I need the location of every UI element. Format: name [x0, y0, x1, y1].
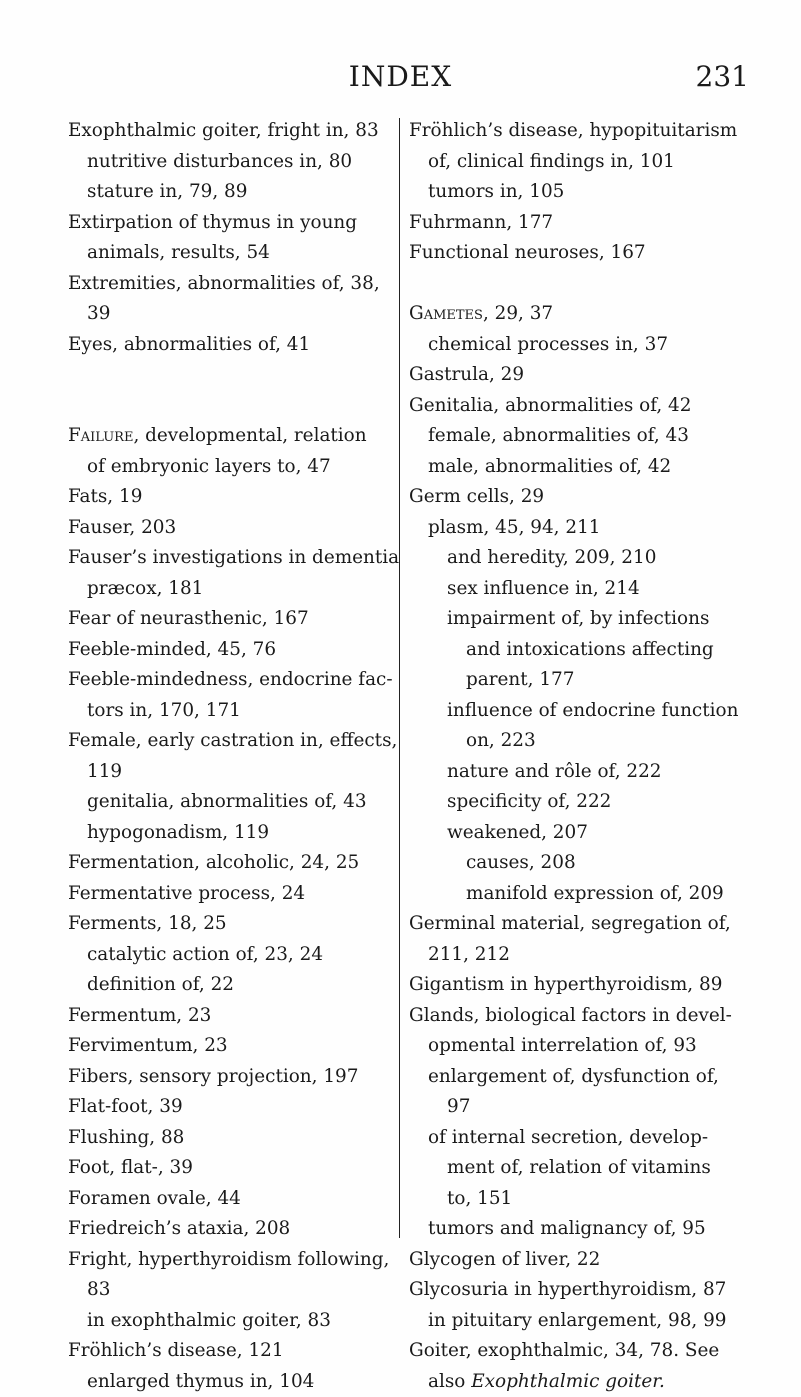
index-entry: [409, 1306, 789, 1337]
entry-line: nature and rôle of, 222: [409, 757, 789, 788]
index-entry: [409, 330, 789, 361]
index-entry: [68, 970, 394, 1001]
entry-line: Fright, hyperthyroidism following,: [68, 1245, 394, 1276]
index-entry: [68, 147, 394, 178]
index-entry: [409, 360, 789, 391]
entry-line: Genitalia, abnormalities of, 42: [409, 391, 789, 422]
entry-line: Fats, 19: [68, 482, 394, 513]
index-entry: [68, 726, 394, 787]
entry-line: tumors and malignancy of, 95: [409, 1214, 789, 1245]
column-divider: [399, 118, 400, 1238]
entry-continuation-line: præcox, 181: [68, 574, 394, 605]
entry-line: Feeble-mindedness, endocrine fac-: [68, 665, 394, 696]
index-entry: [409, 1336, 789, 1397]
index-entry: [68, 1001, 394, 1032]
entry-line: stature in, 79, 89: [68, 177, 394, 208]
entry-line: chemical processes in, 37: [409, 330, 789, 361]
entry-line: manifold expression of, 209: [409, 879, 789, 910]
entry-line: Failure, developmental, relation: [68, 421, 394, 452]
entry-line: Fear of neurasthenic, 167: [68, 604, 394, 635]
entry-line: enlargement of, dysfunction of,: [409, 1062, 789, 1093]
index-entry: [68, 1336, 394, 1367]
entry-line: nutritive disturbances in, 80: [68, 147, 394, 178]
index-entry: [409, 848, 789, 879]
entry-line: Friedreich’s ataxia, 208: [68, 1214, 394, 1245]
index-entry: [409, 909, 789, 970]
index-entry: [68, 1062, 394, 1093]
index-column-left: [68, 116, 394, 1397]
entry-line: Gametes, 29, 37: [409, 299, 789, 330]
entry-continuation-line: 211, 212: [409, 940, 789, 971]
entry-line: Fermentative process, 24: [68, 879, 394, 910]
entry-line: Female, early castration in, effects,: [68, 726, 394, 757]
entry-line: Flat-foot, 39: [68, 1092, 394, 1123]
entry-line: plasm, 45, 94, 211: [409, 513, 789, 544]
section-lead-word: Failure,: [68, 425, 139, 446]
entry-continuation-line: of, clinical findings in, 101: [409, 147, 789, 178]
entry-line: in exophthalmic goiter, 83: [68, 1306, 394, 1337]
entry-continuation-line: 119: [68, 757, 394, 788]
index-entry: [409, 177, 789, 208]
index-entry: [68, 787, 394, 818]
index-entry: [409, 1275, 789, 1306]
entry-line: Fuhrmann, 177: [409, 208, 789, 239]
index-entry: [68, 1184, 394, 1215]
index-column-right: [409, 116, 789, 1397]
entry-line: and heredity, 209, 210: [409, 543, 789, 574]
entry-line: Extirpation of thymus in young: [68, 208, 394, 239]
index-entry: [68, 1214, 394, 1245]
index-entry: [68, 1123, 394, 1154]
entry-line: specificity of, 222: [409, 787, 789, 818]
entry-line: sex influence in, 214: [409, 574, 789, 605]
index-entry: [409, 818, 789, 849]
entry-line: Gastrula, 29: [409, 360, 789, 391]
entry-continuation-line: ment of, relation of vitamins: [409, 1153, 789, 1184]
entry-line: Fauser, 203: [68, 513, 394, 544]
index-entry: [409, 574, 789, 605]
entry-line: Germinal material, segregation of,: [409, 909, 789, 940]
entry-continuation-line: parent, 177: [409, 665, 789, 696]
index-entry: [68, 665, 394, 726]
index-entry: [409, 757, 789, 788]
index-entry: [68, 330, 394, 361]
entry-line: Extremities, abnormalities of, 38,: [68, 269, 394, 300]
index-entry: [68, 1306, 394, 1337]
index-entry: [68, 940, 394, 971]
page-number: 231: [696, 60, 749, 93]
entry-continuation-line: and intoxications affecting: [409, 635, 789, 666]
entry-line: Eyes, abnormalities of, 41: [68, 330, 394, 361]
entry-line: Fervimentum, 23: [68, 1031, 394, 1062]
index-entry: [409, 116, 789, 177]
index-entry: [68, 269, 394, 330]
entry-line: Flushing, 88: [68, 1123, 394, 1154]
entry-line: in pituitary enlargement, 98, 99: [409, 1306, 789, 1337]
entry-line: Fibers, sensory projection, 197: [68, 1062, 394, 1093]
page-title: INDEX: [0, 60, 801, 93]
entry-continuation-line: of embryonic layers to, 47: [68, 452, 394, 483]
index-entry: [68, 421, 394, 482]
entry-continuation-line: on, 223: [409, 726, 789, 757]
entry-continuation-line: tors in, 170, 171: [68, 696, 394, 727]
entry-line: weakened, 207: [409, 818, 789, 849]
index-entry: [409, 1001, 789, 1062]
entry-line: genitalia, abnormalities of, 43: [68, 787, 394, 818]
entry-line: Fermentum, 23: [68, 1001, 394, 1032]
index-entry: [68, 1031, 394, 1062]
entry-line: Functional neuroses, 167: [409, 238, 789, 269]
entry-line: catalytic action of, 23, 24: [68, 940, 394, 971]
index-entry: [68, 909, 394, 940]
index-entry: [409, 787, 789, 818]
index-entry: [409, 238, 789, 269]
entry-line: tumors in, 105: [409, 177, 789, 208]
entry-continuation-line: animals, results, 54: [68, 238, 394, 269]
index-entry: [409, 208, 789, 239]
index-entry: [68, 513, 394, 544]
entry-line: Glands, biological factors in devel-: [409, 1001, 789, 1032]
entry-line: Fröhlich’s disease, hypopituitarism: [409, 116, 789, 147]
entry-continuation-line: 97: [409, 1092, 789, 1123]
entry-continuation-line: to, 151: [409, 1184, 789, 1215]
entry-line: Fauser’s investigations in dementia: [68, 543, 394, 574]
index-entry: [409, 421, 789, 452]
index-entry: [68, 604, 394, 635]
index-entry: [68, 482, 394, 513]
entry-line: Foramen ovale, 44: [68, 1184, 394, 1215]
section-lead-word: Gametes,: [409, 303, 489, 324]
cross-reference: Exophthalmic goiter.: [471, 1371, 665, 1392]
index-entry: [409, 970, 789, 1001]
index-entry: [409, 543, 789, 574]
entry-line: Feeble-minded, 45, 76: [68, 635, 394, 666]
index-entry: [409, 604, 789, 696]
index-entry: [68, 177, 394, 208]
index-entry: [68, 1367, 394, 1397]
entry-continuation-line: 83: [68, 1275, 394, 1306]
index-entry: [409, 1214, 789, 1245]
entry-line: Glycosuria in hyperthyroidism, 87: [409, 1275, 789, 1306]
entry-line: of internal secretion, develop-: [409, 1123, 789, 1154]
index-entry: [68, 879, 394, 910]
index-entry: [68, 1245, 394, 1306]
section-gap: [68, 360, 394, 421]
entry-line: definition of, 22: [68, 970, 394, 1001]
index-entry: [68, 1092, 394, 1123]
index-entry: [409, 1245, 789, 1276]
entry-line: hypogonadism, 119: [68, 818, 394, 849]
entry-line: Exophthalmic goiter, fright in, 83: [68, 116, 394, 147]
index-entry: [409, 452, 789, 483]
entry-line: male, abnormalities of, 42: [409, 452, 789, 483]
index-entry: [409, 1062, 789, 1123]
index-entry: [409, 299, 789, 330]
index-entry: [409, 513, 789, 544]
index-entry: [68, 116, 394, 147]
entry-line: Germ cells, 29: [409, 482, 789, 513]
entry-continuation-line: also Exophthalmic goiter.: [409, 1367, 789, 1397]
entry-line: Goiter, exophthalmic, 34, 78. See: [409, 1336, 789, 1367]
entry-line: causes, 208: [409, 848, 789, 879]
entry-line: female, abnormalities of, 43: [409, 421, 789, 452]
index-entry: [68, 818, 394, 849]
index-entry: [68, 208, 394, 269]
index-entry: [409, 391, 789, 422]
entry-continuation-line: opmental interrelation of, 93: [409, 1031, 789, 1062]
entry-line: Glycogen of liver, 22: [409, 1245, 789, 1276]
entry-line: enlarged thymus in, 104: [68, 1367, 394, 1397]
index-entry: [68, 543, 394, 604]
entry-continuation-line: 39: [68, 299, 394, 330]
entry-line: Fermentation, alcoholic, 24, 25: [68, 848, 394, 879]
index-entry: [68, 1153, 394, 1184]
index-entry: [409, 879, 789, 910]
entry-line: impairment of, by infections: [409, 604, 789, 635]
index-entry: [68, 635, 394, 666]
entry-line: influence of endocrine function: [409, 696, 789, 727]
index-entry: [68, 848, 394, 879]
section-gap: [409, 269, 789, 300]
index-entry: [409, 696, 789, 757]
entry-line: Ferments, 18, 25: [68, 909, 394, 940]
index-entry: [409, 1123, 789, 1215]
entry-line: Foot, flat-, 39: [68, 1153, 394, 1184]
entry-line: Gigantism in hyperthyroidism, 89: [409, 970, 789, 1001]
entry-line: Fröhlich’s disease, 121: [68, 1336, 394, 1367]
index-entry: [409, 482, 789, 513]
